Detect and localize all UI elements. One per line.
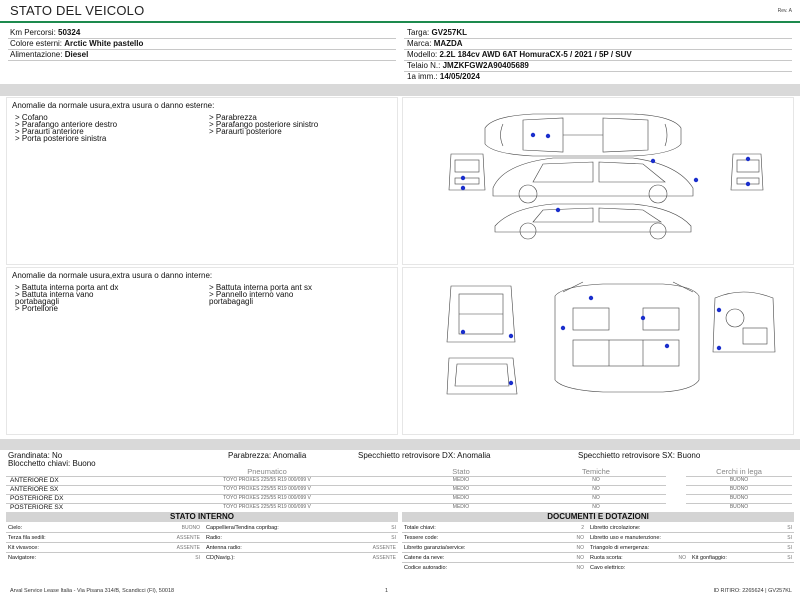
tires-header-pneumatico: Pneumatico: [247, 467, 287, 476]
car-top-view: [485, 114, 681, 156]
car-exterior-diagram: [403, 98, 795, 266]
footer-id: ID RITIRO: 2265624 | GV257KL: [713, 588, 792, 594]
document-item: Catene da neve: NO: [404, 554, 584, 561]
tires-header-temiche: Temiche: [582, 467, 610, 476]
damage-marker: [651, 159, 655, 163]
document-item: Libretto circolazione: SI: [590, 524, 792, 531]
list-item: > Parafango posteriore sinistro: [209, 120, 319, 129]
list-item: > Parafango anteriore destro: [15, 120, 118, 129]
external-damage-list-left: [15, 114, 117, 142]
tires-header-cerchi: Cerchi in lega: [716, 467, 762, 476]
list-item: > Battuta interna porta ant sx: [209, 283, 312, 292]
car-interior-diagram: [403, 268, 795, 436]
table-row: POSTERIORE SX TOYO PROXES 225/55 R19 000/099 V MEDIO NO BUONO: [10, 504, 749, 511]
internal-damage-list-left: [15, 284, 118, 312]
hail-status: Grandinata: No: [8, 451, 63, 460]
model-field: Modello: 2.2L 184cv AWD 6AT HomuraCX-5 / 2021 / 5P / SUV: [407, 50, 632, 59]
damage-marker: [589, 296, 593, 300]
document-item: Triangolo di emergenza: SI: [590, 544, 792, 551]
documents-title: DOCUMENTI E DOTAZIONI: [402, 512, 794, 522]
footer-page-number: 1: [385, 588, 389, 594]
damage-marker: [461, 186, 465, 190]
document-item: Libretto uso e manutenzione: SI: [590, 534, 792, 541]
interior-item: Terza fila sedili: ASSENTE: [8, 534, 200, 541]
car-front-view: [449, 154, 485, 190]
internal-damage-panel: [6, 267, 398, 435]
damage-marker: [746, 157, 750, 161]
fuel-field: Alimentazione: Diesel: [10, 50, 89, 59]
internal-diagram-panel: [402, 267, 794, 435]
trunk-view: [447, 286, 515, 342]
document-item: Libretto garanzia/service: NO: [404, 544, 584, 551]
km-field: Km Percorsi: 50324: [10, 28, 81, 37]
damage-marker: [556, 208, 560, 212]
list-item: > Parabrezza: [209, 113, 257, 122]
damage-marker: [461, 330, 465, 334]
dashboard-view: [713, 292, 775, 352]
car-side-view-left: [495, 204, 691, 239]
list-item: > Battuta interna porta ant dx: [15, 283, 119, 292]
tires-header-stato: Stato: [452, 467, 470, 476]
cabin-top-view: [555, 282, 699, 392]
mirror-right-status: Specchietto retrovisore DX: Anomalia: [358, 451, 491, 460]
damage-marker: [717, 308, 721, 312]
table-row: POSTERIORE DX TOYO PROXES 225/55 R19 000/099 V MEDIO NO BUONO: [10, 495, 749, 502]
damage-marker: [546, 134, 550, 138]
list-item: portabagagli: [15, 297, 60, 306]
car-side-view-right: [493, 158, 693, 203]
list-item: > Paraurti anteriore: [15, 127, 84, 136]
interior-item: Cielo: BUONO: [8, 524, 200, 531]
external-damage-panel: [6, 97, 398, 265]
document-item: Kit gonfiaggio: SI: [692, 554, 792, 561]
damage-marker: [694, 178, 698, 182]
document-item: Cavo elettrico:: [590, 564, 626, 571]
list-item: > Battuta interna vano: [15, 290, 94, 299]
registration-field: 1a imm.: 14/05/2024: [407, 72, 480, 81]
mirror-left-status: Specchietto retrovisore SX: Buono: [578, 451, 701, 460]
color-field: Colore esterni: Arctic White pastello: [10, 39, 144, 48]
documents-section: [402, 512, 794, 571]
header-divider: [0, 21, 800, 23]
external-damage-title: Anomalie da normale usura,extra usura o danno esterne:: [12, 101, 215, 110]
damage-marker: [665, 344, 669, 348]
list-item: > Cofano: [15, 113, 48, 122]
damage-marker: [461, 176, 465, 180]
damage-marker: [746, 182, 750, 186]
damage-marker: [561, 326, 565, 330]
brand-field: Marca: MAZDA: [407, 39, 463, 48]
damage-marker: [509, 381, 513, 385]
list-item: portabagagli: [209, 297, 254, 306]
list-item: > Pannello interno vano: [209, 290, 294, 299]
interior-item: CD(Navig.): ASSENTE: [206, 554, 396, 561]
tailgate-view: [447, 358, 517, 394]
internal-damage-title: Anomalie da normale usura,extra usura o danno interne:: [12, 271, 213, 280]
document-item: Totale chiavi: 2: [404, 524, 584, 531]
document-item: Tessere code: NO: [404, 534, 584, 541]
interior-item: Antenna radio: ASSENTE: [206, 544, 396, 551]
footer-company: Arval Service Lease Italia - Via Pisana 314/B, Scandicci (FI), 50018: [10, 588, 175, 594]
damage-marker: [509, 334, 513, 338]
damage-marker: [531, 133, 535, 137]
key-lock-status: Blocchetto chiavi: Buono: [8, 459, 96, 468]
revision-label: Rev. A: [777, 8, 792, 14]
plate-field: Targa: GV257KL: [407, 28, 468, 37]
interior-item: Radio: SI: [206, 534, 396, 541]
external-diagram-panel: [402, 97, 794, 265]
divider: [8, 60, 396, 61]
interior-item: Kit vivavoce: ASSENTE: [8, 544, 200, 551]
list-item: > Portellone: [15, 304, 58, 313]
external-damage-list-right: [209, 114, 318, 135]
interior-item: Navigatore: SI: [8, 554, 200, 561]
list-item: > Paraurti posteriore: [209, 127, 282, 136]
section-band: [0, 84, 800, 96]
list-item: > Porta posteriore sinistra: [15, 134, 107, 143]
interior-state-section: [6, 512, 398, 560]
page-title: STATO DEL VEICOLO: [10, 3, 145, 18]
damage-marker: [717, 346, 721, 350]
frame-field: Telaio N.: JMZKFGW2A90405689: [407, 61, 529, 70]
document-item: Ruota scorta: NO: [590, 554, 686, 561]
tires-table: [6, 467, 794, 509]
section-band: [0, 439, 800, 450]
document-item: Codice autoradio: NO: [404, 564, 584, 571]
damage-marker: [641, 316, 645, 320]
interior-item: Cappelliera/Tendina copribag: SI: [206, 524, 396, 531]
table-row: ANTERIORE DX TOYO PROXES 225/55 R19 000/099 V MEDIO NO BUONO: [10, 477, 749, 484]
internal-damage-list-right: [209, 284, 312, 305]
interior-state-title: STATO INTERNO: [6, 512, 398, 522]
windshield-status: Parabrezza: Anomalia: [228, 451, 307, 460]
table-row: ANTERIORE SX TOYO PROXES 225/55 R19 000/099 V MEDIO NO BUONO: [10, 486, 749, 493]
